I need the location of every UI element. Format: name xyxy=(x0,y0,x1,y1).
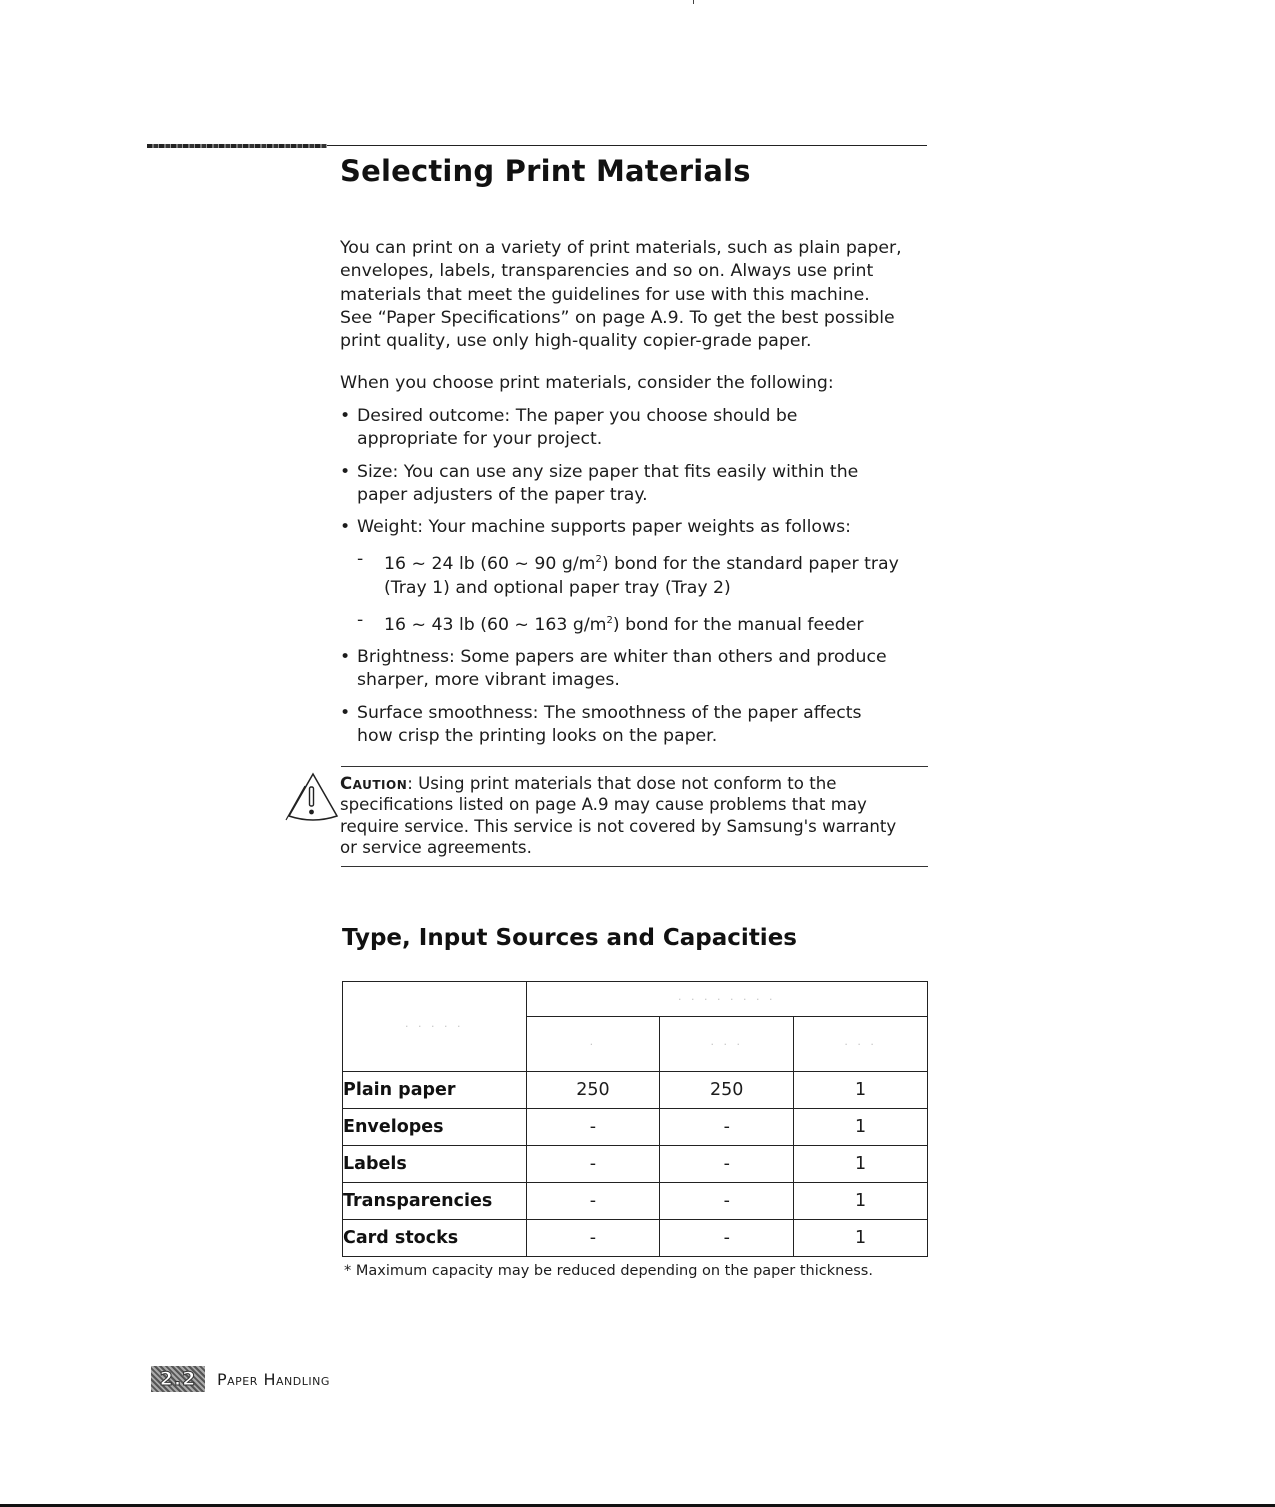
bullet-icon: • xyxy=(340,702,351,723)
caution-rule-top xyxy=(341,766,928,767)
header-rule-line xyxy=(327,145,927,146)
weight-item: - 16 ~ 24 lb (60 ~ 90 $g/m^2$) bond for the standard paper tray (Tray 1) and optional paper tray (Tray 2) xyxy=(357,549,899,598)
bullet-icon: • xyxy=(340,406,351,426)
list-item: • Brightness: Some papers are whiter than others and produce sharper, more vibrant images. xyxy=(340,646,887,691)
table-header-manual: · · · xyxy=(794,1017,928,1072)
table-row: Card stocks - - 1 xyxy=(343,1220,928,1257)
scan-tick-mark xyxy=(693,0,694,4)
page-footer xyxy=(151,1366,330,1392)
weight-item: - 16 ~ 43 lb (60 ~ 163 $g/m^2$) bond for the manual feeder xyxy=(357,609,864,635)
table-row: Labels - - 1 xyxy=(343,1146,928,1183)
table-row: Plain paper 250 250 1 xyxy=(343,1072,928,1109)
footer-section-title: Paper Handling xyxy=(217,1369,330,1389)
page-title: Selecting Print Materials xyxy=(340,154,751,188)
header-rule xyxy=(147,145,927,147)
caution-note: Caution: Using print materials that dose not conform to the specifications listed on page A.9 may cause problems that may require service. This service is not covered by Samsung's warranty or service agreements. xyxy=(340,774,897,858)
list-item: • Weight: Your machine supports paper weights as follows: - 16 ~ 24 lb (60 ~ 90 $g/m^2$) bond for the standard paper tray (Tray 1) and optional paper tray (Tray 2) - 16 ~ 43 lb (60 ~ 163 $g/m^2$) bond for the manual feeder xyxy=(340,516,940,637)
bullet-icon: • xyxy=(340,517,351,538)
table-header-type: · · · · · xyxy=(343,982,527,1072)
intro-paragraph xyxy=(340,237,940,353)
table-header-tray1: · xyxy=(526,1017,660,1072)
warning-triangle-icon xyxy=(283,772,339,824)
table-row: Envelopes - - 1 xyxy=(343,1109,928,1146)
intro-line: print quality, use only high-quality copier-grade paper. xyxy=(340,331,812,352)
bullet-icon: • xyxy=(340,646,351,667)
table-row: Transparencies - - 1 xyxy=(343,1183,928,1220)
capacity-table xyxy=(342,981,928,1257)
list-item: • Surface smoothness: The smoothness of the paper affects how crisp the printing looks on the paper. xyxy=(340,702,862,746)
bullet-icon: • xyxy=(340,461,351,482)
caution-label: Caution xyxy=(340,774,408,793)
table-footnote: * Maximum capacity may be reduced depending on the paper thickness. xyxy=(344,1263,873,1279)
intro-line: materials that meet the guidelines for use with this machine. xyxy=(340,284,870,305)
caution-rule-bottom xyxy=(341,866,928,867)
list-item: • Size: You can use any size paper that fits easily within the paper adjusters of the paper tray. xyxy=(340,461,859,505)
table-header-tray2: · · · xyxy=(660,1017,794,1072)
consider-text: When you choose print materials, consider the following: xyxy=(340,373,834,393)
weight-sublist xyxy=(357,548,940,636)
intro-line: See “Paper Specifications” on page A.9. To get the best possible xyxy=(340,307,895,328)
intro-line: envelopes, labels, transparencies and so on. Always use print xyxy=(340,261,874,282)
header-rule-accent xyxy=(147,144,327,148)
table-header-row xyxy=(343,982,928,1017)
table-header-sources: · · · · · · · · xyxy=(526,982,928,1017)
intro-line: You can print on a variety of print materials, such as plain paper, xyxy=(340,238,902,258)
dash-icon: - xyxy=(357,549,364,570)
section-heading: Type, Input Sources and Capacities xyxy=(342,925,797,951)
dash-icon: - xyxy=(357,609,364,630)
considerations-list xyxy=(340,405,940,757)
page-number-badge: 2.2 xyxy=(151,1366,205,1392)
list-item: • Desired outcome: The paper you choose should be appropriate for your project. xyxy=(340,406,798,450)
